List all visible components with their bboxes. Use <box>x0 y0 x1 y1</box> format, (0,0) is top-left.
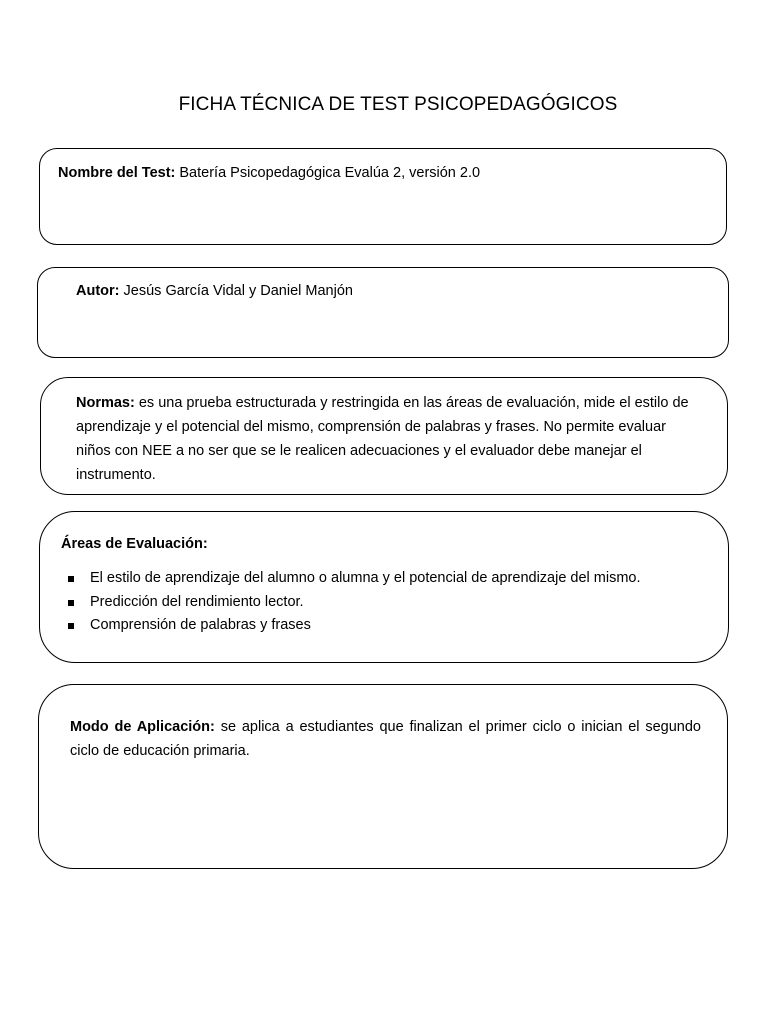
test-name-label: Nombre del Test: <box>58 165 176 181</box>
test-name-value: Batería Psicopedagógica Evalúa 2, versión 2.0 <box>179 165 481 181</box>
page-title: FICHA TÉCNICA DE TEST PSICOPEDAGÓGICOS <box>178 94 618 115</box>
evaluation-areas-label: Áreas de Evaluación: <box>61 536 208 552</box>
list-item <box>64 614 641 638</box>
author-value: Jesús García Vidal y Daniel Manjón <box>123 283 353 299</box>
list-item <box>64 567 641 591</box>
square-bullet-icon <box>68 576 74 582</box>
list-item-text: Predicción del rendimiento lector. <box>90 593 304 610</box>
evaluation-areas-list <box>64 567 641 638</box>
list-item-text: El estilo de aprendizaje del alumno o alumna y el potencial de aprendizaje del mismo. <box>90 570 641 586</box>
application-mode-box <box>38 684 728 869</box>
norms-label: Normas: <box>76 395 135 411</box>
author-box <box>37 267 729 358</box>
author-line <box>76 279 353 303</box>
list-item <box>64 591 641 615</box>
norms-paragraph <box>76 391 696 487</box>
square-bullet-icon <box>68 623 74 629</box>
square-bullet-icon <box>68 600 74 606</box>
list-item-text: Comprensión de palabras y frases <box>90 617 311 633</box>
evaluation-areas-box <box>39 511 729 663</box>
test-name-line <box>58 161 480 185</box>
author-label: Autor: <box>76 283 120 299</box>
application-mode-paragraph <box>70 715 701 763</box>
application-mode-label: Modo de Aplicación: <box>70 719 215 735</box>
norms-value: es una prueba estructurada y restringida en las áreas de evaluación, mide el estilo de aprendizaje y el potencial del mismo, comprensión de palabras y frases. No permite evaluar niños con NEE a no ser que se le realicen adecuaciones y el evaluador debe manejar el instrumento. <box>76 395 689 483</box>
application-mode-value: se aplica a estudiantes que finalizan el primer ciclo o inician el segundo ciclo de educación primaria. <box>70 719 701 759</box>
test-name-box <box>39 148 727 245</box>
norms-box <box>40 377 728 495</box>
